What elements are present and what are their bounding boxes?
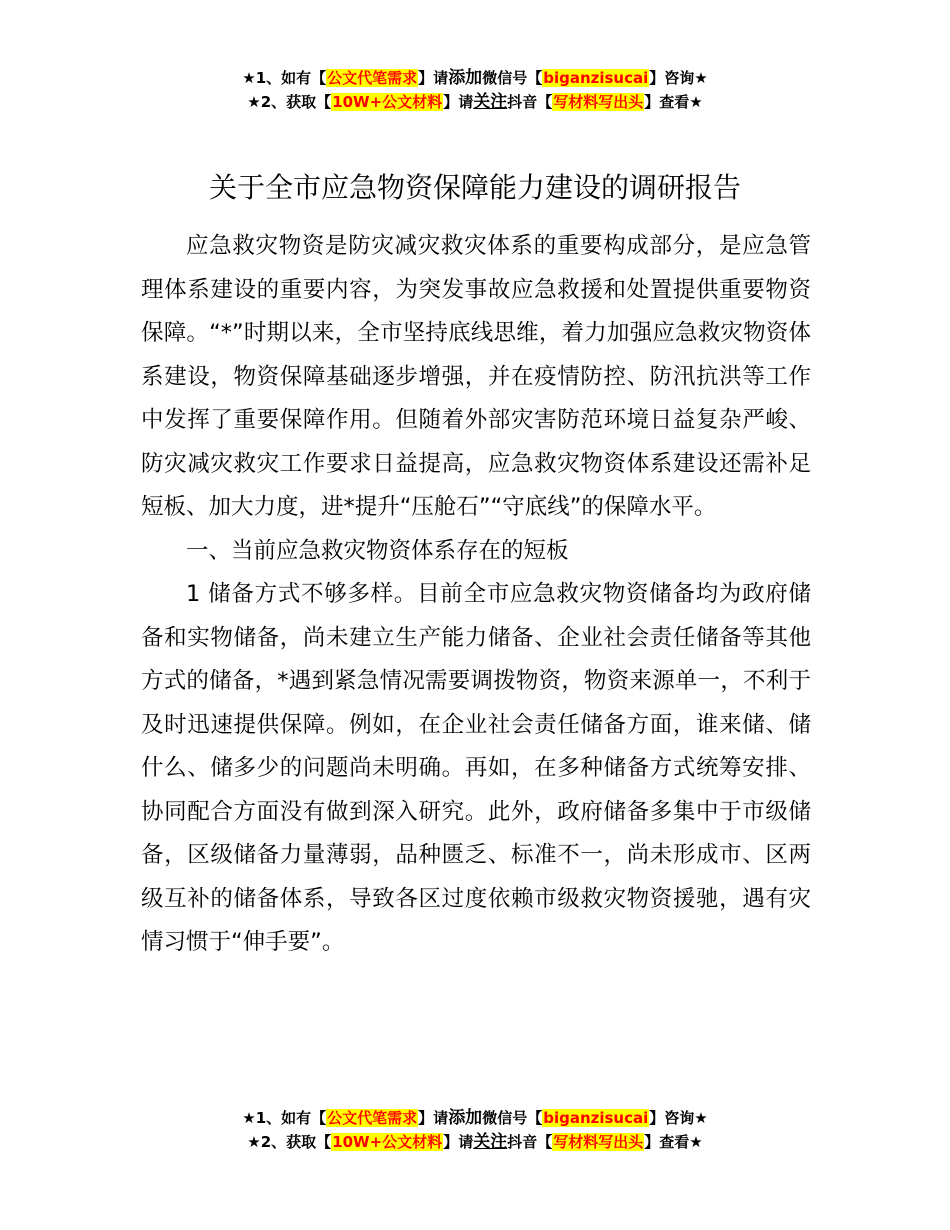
promo-banner-top: [0, 66, 950, 114]
promo-highlight: biganzisucai: [543, 1109, 649, 1127]
promo-highlight: 10W+公文材料: [332, 93, 443, 111]
document-body: [141, 225, 811, 965]
promo-highlight: 公文代笔需求: [327, 69, 418, 87]
promo-highlight: biganzisucai: [543, 69, 649, 87]
promo-highlight: 写材料写出头: [553, 1133, 644, 1151]
body-paragraph: 1 储备方式不够多样。目前全市应急救灾物资储备均为政府储备和实物储备，尚未建立生产能力储备、企业社会责任储备等其他方式的储备，*遇到紧急情况需要调拨物资，物资来源单一，不利于及时迅速提供保障。例如，在企业社会责任储备方面，谁来储、储什么、储多少的问题尚未明确。再如，在多种储备方式统筹安排、协同配合方面没有做到深入研究。此外，政府储备多集中于市级储备，区级储备力量薄弱，品种匮乏、标准不一，尚未形成市、区两级互补的储备体系，导致各区过度依赖市级救灾物资援驰，遇有灾情习惯于“伸手要”。: [141, 581, 811, 955]
promo-line-1: ★1、如有【公文代笔需求】请添加微信号【biganzisucai】咨询★: [242, 1108, 708, 1128]
section-heading: 一、当前应急救灾物资体系存在的短板: [186, 537, 569, 564]
promo-highlight: 写材料写出头: [553, 93, 644, 111]
promo-line-2: ★2、获取【10W+公文材料】请关注抖音【写材料写出头】查看★: [247, 92, 703, 112]
promo-line-1: ★1、如有【公文代笔需求】请添加微信号【biganzisucai】咨询★: [242, 68, 708, 88]
promo-highlight: 10W+公文材料: [332, 1133, 443, 1151]
promo-banner-bottom: [0, 1106, 950, 1154]
promo-line-2: ★2、获取【10W+公文材料】请关注抖音【写材料写出头】查看★: [247, 1132, 703, 1152]
intro-paragraph: 应急救灾物资是防灾减灾救灾体系的重要构成部分，是应急管理体系建设的重要内容，为突发事故应急救援和处置提供重要物资保障。“*”时期以来，全市坚持底线思维，着力加强应急救灾物资体系建设，物资保障基础逐步增强，并在疫情防控、防汛抗洪等工作中发挥了重要保障作用。但随着外部灾害防范环境日益复杂严峻、防灾减灾救灾工作要求日益提高，应急救灾物资体系建设还需补足短板、加大力度，进*提升“压舱石”“守底线”的保障水平。: [141, 233, 811, 520]
promo-highlight: 公文代笔需求: [327, 1109, 418, 1127]
document-title: 关于全市应急物资保障能力建设的调研报告: [208, 171, 741, 204]
